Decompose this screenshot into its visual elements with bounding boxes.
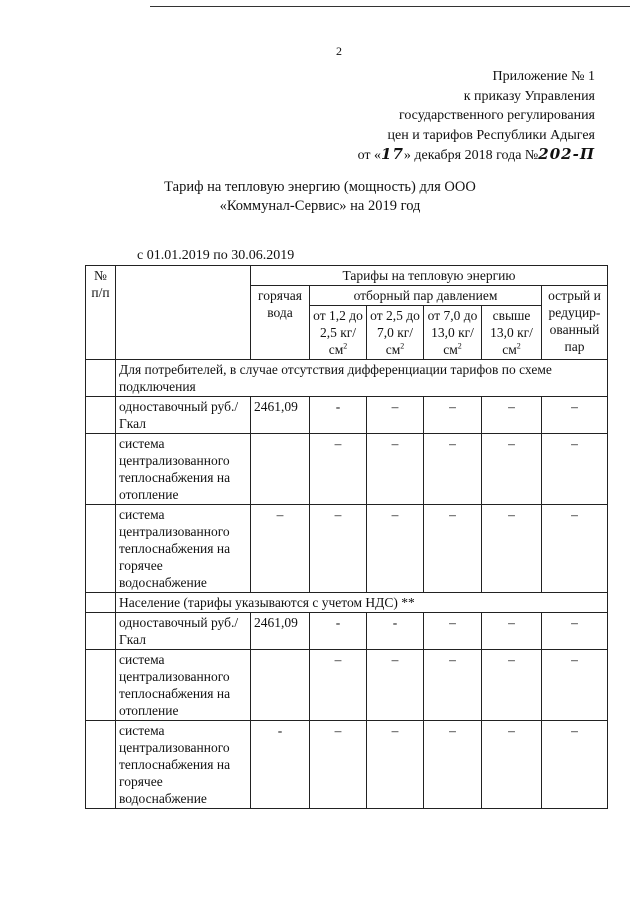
- p3-value: –: [424, 650, 482, 721]
- section-row: [86, 593, 608, 613]
- appendix-line-3: государственного регулирования: [398, 108, 595, 123]
- hot-water-value: [251, 434, 310, 505]
- header-row-1: [86, 266, 608, 286]
- header-blank: [116, 266, 251, 360]
- date-suffix: » декабря 2018 года №: [403, 148, 539, 163]
- num-cell: [86, 434, 116, 505]
- table-row: [86, 721, 608, 809]
- hot-water-value: 2461,09: [251, 397, 310, 434]
- num-cell: [86, 505, 116, 593]
- handwritten-order-number: 202-П: [538, 145, 595, 163]
- p4-value: –: [482, 434, 542, 505]
- appendix-date-line: [275, 145, 595, 166]
- header-pressure-2: от 2,5 до 7,0 $кг/см^2$: [367, 306, 424, 360]
- p4-value: –: [482, 721, 542, 809]
- p4-value: –: [482, 505, 542, 593]
- hot-water-value: [251, 650, 310, 721]
- p2-value: –: [367, 434, 424, 505]
- header-sharp-steam: острый и редуцир-ованный пар: [542, 286, 608, 360]
- sharp-value: –: [542, 434, 608, 505]
- hot-water-value: -: [251, 721, 310, 809]
- appendix-line-1: Приложение № 1: [492, 69, 595, 84]
- tariff-table: [85, 265, 608, 809]
- p3-value: –: [424, 613, 482, 650]
- title-line-1: Тариф на тепловую энергию (мощность) для ООО: [164, 179, 476, 195]
- p4-value: –: [482, 613, 542, 650]
- appendix-header: [275, 67, 595, 166]
- hot-water-value: –: [251, 505, 310, 593]
- section-num-cell: [86, 360, 116, 397]
- p3-value: –: [424, 505, 482, 593]
- table-row: [86, 650, 608, 721]
- row-label: система централизованного теплоснабжения на отопление: [116, 650, 251, 721]
- scan-top-edge-line: [150, 6, 630, 7]
- table-row: [86, 505, 608, 593]
- p1-value: -: [310, 397, 367, 434]
- section-num-cell: [86, 593, 116, 613]
- p2-value: –: [367, 397, 424, 434]
- row-label: система централизованного теплоснабжения на горячее водоснабжение: [116, 505, 251, 593]
- sharp-value: –: [542, 397, 608, 434]
- num-cell: [86, 397, 116, 434]
- row-label: система централизованного теплоснабжения на отопление: [116, 434, 251, 505]
- num-cell: [86, 650, 116, 721]
- num-cell: [86, 613, 116, 650]
- header-tariffs: Тарифы на тепловую энергию: [251, 266, 608, 286]
- header-steam: отборный пар давлением: [310, 286, 542, 306]
- row-label: система централизованного теплоснабжения на горячее водоснабжение: [116, 721, 251, 809]
- header-hot-water: горячая вода: [251, 286, 310, 360]
- row-label: одноставочный руб./Гкал: [116, 397, 251, 434]
- p2-value: –: [367, 505, 424, 593]
- header-pressure-1: от 1,2 до 2,5 $кг/см^2$: [310, 306, 367, 360]
- section-title: Для потребителей, в случае отсутствия дифференциации тарифов по схеме подключения: [116, 360, 608, 397]
- p1-value: –: [310, 721, 367, 809]
- table-row: [86, 434, 608, 505]
- p3-value: –: [424, 434, 482, 505]
- table-row: [86, 397, 608, 434]
- header-num: № п/п: [86, 266, 116, 360]
- p2-value: –: [367, 721, 424, 809]
- p3-value: –: [424, 397, 482, 434]
- p1-value: –: [310, 434, 367, 505]
- p2-value: -: [367, 613, 424, 650]
- sharp-value: –: [542, 505, 608, 593]
- hot-water-value: 2461,09: [251, 613, 310, 650]
- sharp-value: –: [542, 721, 608, 809]
- row-label: одноставочный руб./Гкал: [116, 613, 251, 650]
- table-row: [86, 613, 608, 650]
- appendix-line-2: к приказу Управления: [463, 88, 595, 104]
- appendix-line-4: цен и тарифов Республики Адыгея: [387, 127, 595, 143]
- sharp-value: –: [542, 650, 608, 721]
- page-number: 2: [336, 44, 342, 58]
- section-title: Население (тарифы указываются с учетом НДС) **: [116, 593, 608, 613]
- section-row: [86, 360, 608, 397]
- title-line-2: «Коммунал-Сервис» на 2019 год: [219, 198, 421, 214]
- handwritten-day: 17: [381, 145, 404, 163]
- p2-value: –: [367, 650, 424, 721]
- p1-value: –: [310, 505, 367, 593]
- date-prefix: от «: [357, 148, 382, 163]
- p4-value: –: [482, 650, 542, 721]
- p1-value: –: [310, 650, 367, 721]
- p1-value: -: [310, 613, 367, 650]
- document-title: [150, 178, 490, 216]
- header-pressure-4: свыше 13,0 $кг/см^2$: [482, 306, 542, 360]
- validity-period: с 01.01.2019 по 30.06.2019: [137, 248, 295, 263]
- p4-value: –: [482, 397, 542, 434]
- header-pressure-3: от 7,0 до 13,0 $кг/см^2$: [424, 306, 482, 360]
- sharp-value: –: [542, 613, 608, 650]
- num-cell: [86, 721, 116, 809]
- p3-value: –: [424, 721, 482, 809]
